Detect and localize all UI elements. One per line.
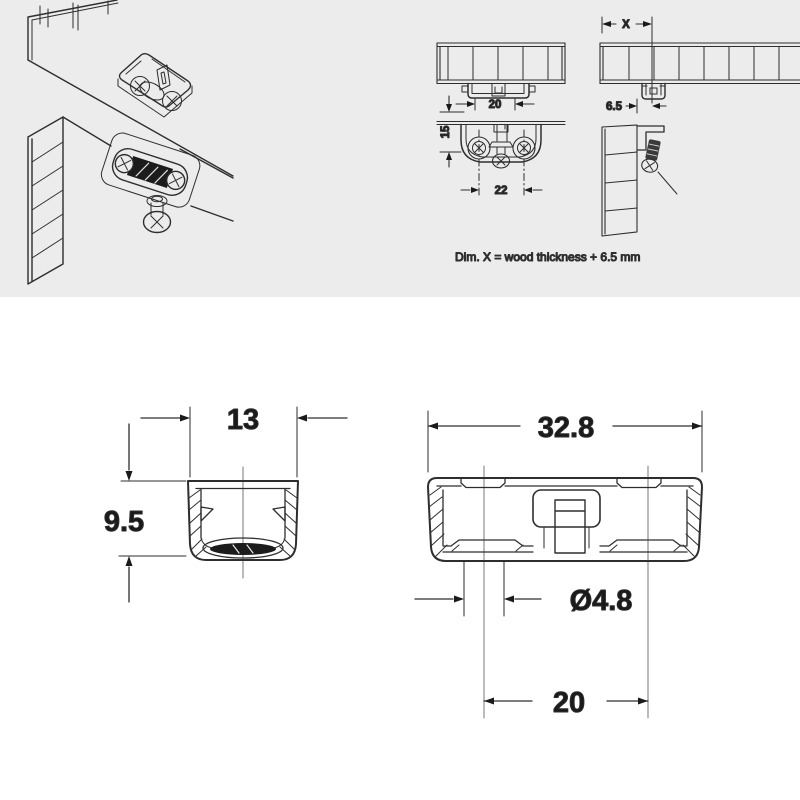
- dimension-hole-spacing: [484, 687, 648, 719]
- dim-label-9-5: 9.5: [103, 506, 145, 538]
- dim-label-32-8: 32.8: [537, 412, 595, 444]
- dimension-width-13: [141, 404, 347, 477]
- dimension-hole-diameter: [415, 585, 632, 617]
- dim-label-20: 20: [552, 687, 586, 719]
- dim-label-6-5: 6.5: [606, 101, 622, 113]
- dimension-height-9-5: [104, 424, 186, 602]
- dimension-width-32-8: [428, 411, 702, 472]
- center-keeper: [533, 490, 600, 553]
- installation-note: Dim. X = wood thickness + 6.5 mm: [455, 250, 641, 264]
- installation-panel-background: [0, 0, 800, 297]
- side-profile-drawing: [104, 404, 347, 602]
- dim-label-22: 22: [494, 185, 508, 197]
- dim-label-x: X: [622, 19, 630, 31]
- front-profile-drawing: [415, 411, 702, 719]
- bottom-bosses: [443, 540, 687, 552]
- dim-label-15: 15: [440, 125, 452, 139]
- dim-label-13: 13: [226, 404, 260, 436]
- dim-label-20: 20: [488, 99, 502, 111]
- magnet-lens: [210, 543, 276, 555]
- dim-label-4-8: Ø4.8: [569, 585, 633, 617]
